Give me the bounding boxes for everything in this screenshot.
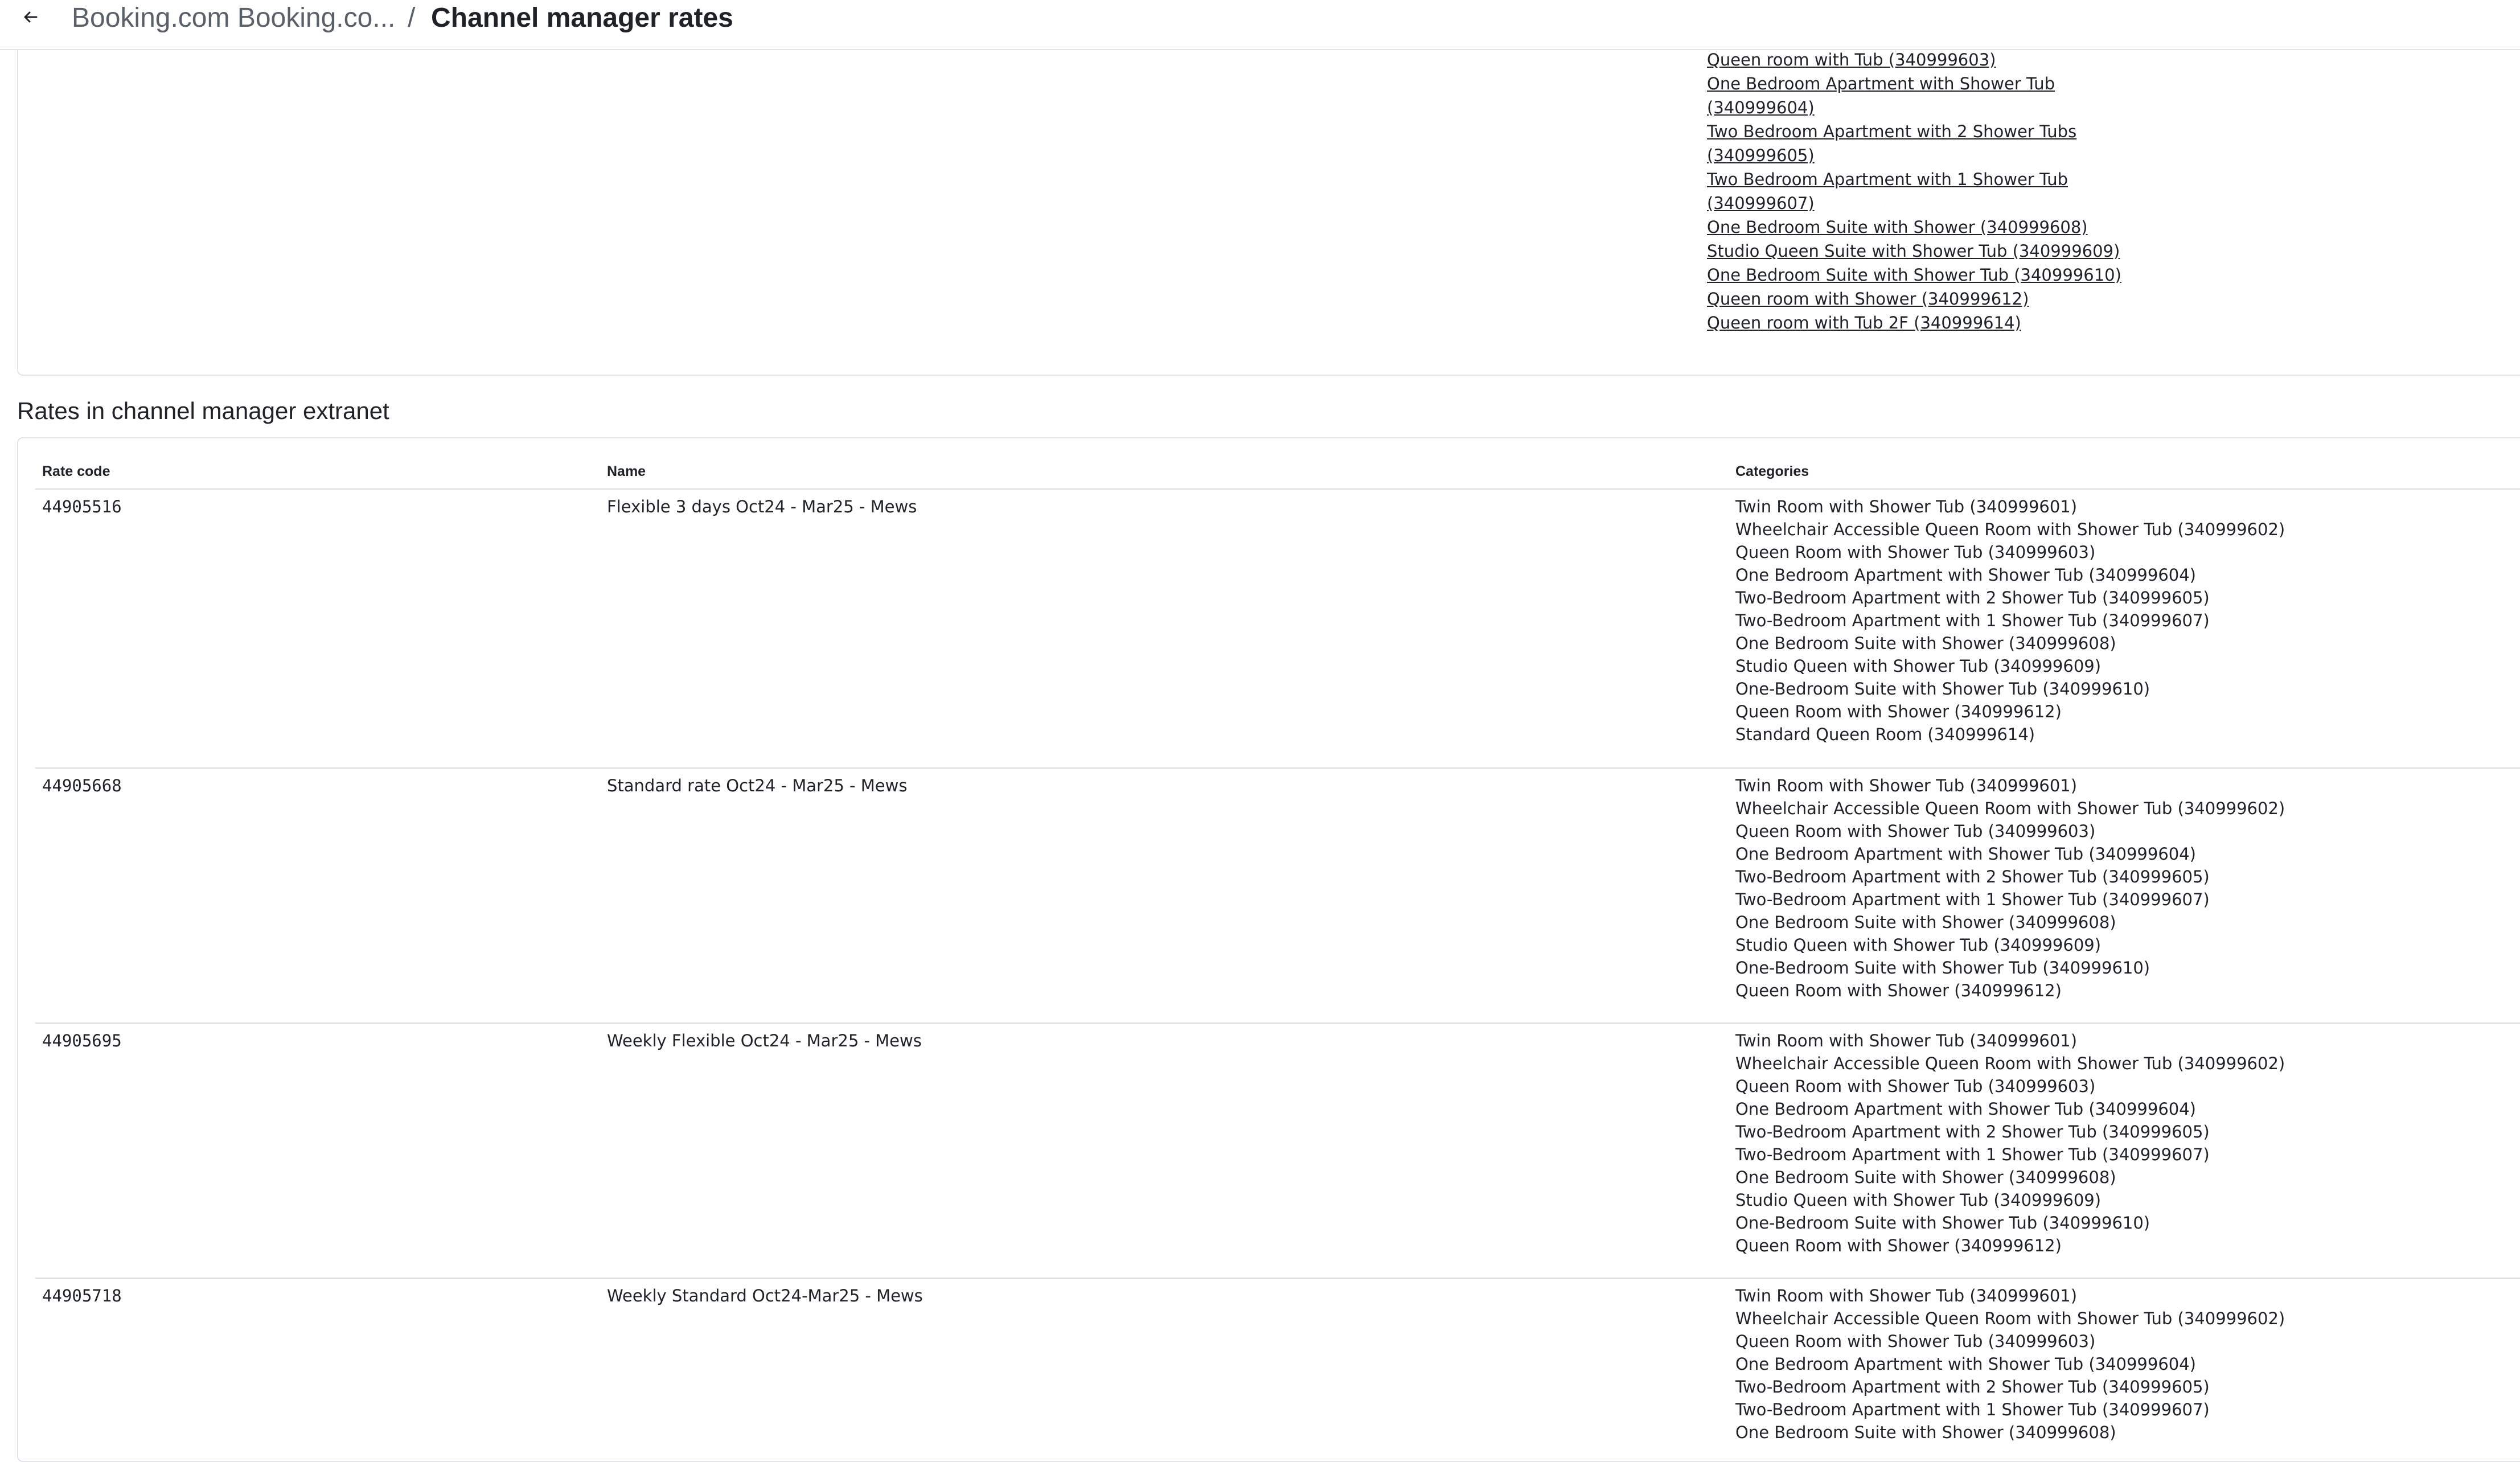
- page-title: Channel manager rates: [431, 3, 733, 33]
- category-item: One Bedroom Suite with Shower (340999608): [1735, 913, 2116, 932]
- table-row: [35, 1279, 2520, 1461]
- category-item: Queen Room with Shower Tub (340999603): [1735, 1077, 2096, 1096]
- category-item: One-Bedroom Suite with Shower Tub (340999610): [1735, 958, 2150, 978]
- breadcrumb-parent-link[interactable]: Booking.com Booking.co...: [72, 3, 396, 33]
- rate-code: 44905668: [42, 776, 122, 795]
- category-item: Queen Room with Shower Tub (340999603): [1735, 543, 2096, 562]
- column-header-rate-code: Rate code: [42, 463, 110, 479]
- category-item: Wheelchair Accessible Queen Room with Shower Tub (340999602): [1735, 1054, 2285, 1073]
- category-item: One Bedroom Apartment with Shower Tub (340999604): [1735, 565, 2196, 585]
- category-item: One Bedroom Suite with Shower (340999608): [1735, 1423, 2116, 1442]
- category-item: Queen Room with Shower Tub (340999603): [1735, 1332, 2096, 1351]
- category-item: Queen Room with Shower Tub (340999603): [1735, 822, 2096, 841]
- category-item: Queen Room with Shower (340999612): [1735, 981, 2062, 1000]
- room-link[interactable]: Two Bedroom Apartment with 2 Shower Tubs: [1707, 122, 2077, 141]
- category-item: Queen Room with Shower (340999612): [1735, 1236, 2062, 1255]
- category-item: Two-Bedroom Apartment with 1 Shower Tub (340999607): [1735, 611, 2210, 630]
- category-item: Queen Room with Shower (340999612): [1735, 702, 2062, 721]
- rate-code: 44905516: [42, 497, 122, 516]
- category-item: One-Bedroom Suite with Shower Tub (340999610): [1735, 1213, 2150, 1233]
- room-link[interactable]: Queen room with Tub (340999603): [1707, 50, 1996, 69]
- rate-name: Weekly Standard Oct24-Mar25 - Mews: [607, 1286, 923, 1305]
- category-item: Studio Queen with Shower Tub (340999609): [1735, 935, 2102, 955]
- category-item: Wheelchair Accessible Queen Room with Shower Tub (340999602): [1735, 799, 2285, 818]
- room-link[interactable]: One Bedroom Suite with Shower (340999608): [1707, 217, 2088, 237]
- category-item: Wheelchair Accessible Queen Room with Shower Tub (340999602): [1735, 1309, 2285, 1328]
- category-list: [1735, 1029, 2285, 1257]
- category-item: Wheelchair Accessible Queen Room with Shower Tub (340999602): [1735, 520, 2285, 539]
- category-item: Two-Bedroom Apartment with 1 Shower Tub (340999607): [1735, 890, 2210, 909]
- rate-code: 44905718: [42, 1286, 122, 1305]
- room-link[interactable]: Queen room with Tub 2F (340999614): [1707, 313, 2021, 332]
- top-bar: [0, 0, 2520, 50]
- category-item: Two-Bedroom Apartment with 1 Shower Tub (340999607): [1735, 1400, 2210, 1419]
- rate-name: Flexible 3 days Oct24 - Mar25 - Mews: [607, 497, 917, 516]
- table-row: [35, 769, 2520, 1024]
- column-header-name: Name: [607, 463, 646, 479]
- category-item: Two-Bedroom Apartment with 2 Shower Tub (340999605): [1735, 867, 2210, 886]
- section-title: Rates in channel manager extranet: [17, 397, 389, 424]
- category-item: Standard Queen Room (340999614): [1735, 725, 2035, 744]
- room-mapping-card: [17, 34, 2520, 376]
- category-item: Two-Bedroom Apartment with 1 Shower Tub (340999607): [1735, 1145, 2210, 1164]
- table-row: [35, 490, 2520, 769]
- room-link[interactable]: Queen room with Shower (340999612): [1707, 289, 2029, 309]
- category-item: One Bedroom Apartment with Shower Tub (340999604): [1735, 1099, 2196, 1119]
- category-item: Twin Room with Shower Tub (340999601): [1735, 497, 2078, 516]
- category-item: One Bedroom Apartment with Shower Tub (340999604): [1735, 1354, 2196, 1374]
- category-item: Two-Bedroom Apartment with 2 Shower Tub (340999605): [1735, 1377, 2210, 1397]
- room-link[interactable]: One Bedroom Apartment with Shower Tub: [1707, 74, 2055, 93]
- category-item: Twin Room with Shower Tub (340999601): [1735, 776, 2078, 795]
- room-link[interactable]: (340999604): [1707, 98, 1815, 117]
- back-button[interactable]: [19, 6, 42, 28]
- rate-name: Weekly Flexible Oct24 - Mar25 - Mews: [607, 1031, 922, 1050]
- arrow-left-icon: [19, 6, 42, 28]
- category-item: Studio Queen with Shower Tub (340999609): [1735, 1190, 2102, 1210]
- category-list: [1735, 774, 2285, 1002]
- category-list: [1735, 1284, 2285, 1444]
- category-item: Twin Room with Shower Tub (340999601): [1735, 1286, 2078, 1305]
- room-link-list: [1707, 48, 2140, 335]
- table-row: [35, 1024, 2520, 1279]
- category-item: Twin Room with Shower Tub (340999601): [1735, 1031, 2078, 1050]
- category-item: Studio Queen with Shower Tub (340999609): [1735, 656, 2102, 676]
- room-link[interactable]: One Bedroom Suite with Shower Tub (340999610): [1707, 265, 2121, 285]
- breadcrumb-separator: /: [408, 3, 416, 33]
- room-link[interactable]: (340999607): [1707, 194, 1815, 213]
- rate-name: Standard rate Oct24 - Mar25 - Mews: [607, 776, 908, 795]
- room-link[interactable]: (340999605): [1707, 146, 1815, 165]
- table-header: [35, 458, 2520, 490]
- category-item: One Bedroom Suite with Shower (340999608): [1735, 1168, 2116, 1187]
- category-item: Two-Bedroom Apartment with 2 Shower Tub (340999605): [1735, 588, 2210, 607]
- category-item: Two-Bedroom Apartment with 2 Shower Tub (340999605): [1735, 1122, 2210, 1141]
- room-link[interactable]: Two Bedroom Apartment with 1 Shower Tub: [1707, 170, 2068, 189]
- category-item: One Bedroom Suite with Shower (340999608): [1735, 634, 2116, 653]
- category-list: [1735, 495, 2285, 746]
- category-item: One Bedroom Apartment with Shower Tub (340999604): [1735, 844, 2196, 864]
- column-header-categories: Categories: [1735, 463, 1809, 479]
- rates-table: [35, 458, 2520, 1461]
- room-link[interactable]: Studio Queen Suite with Shower Tub (340999609): [1707, 241, 2120, 261]
- rate-code: 44905695: [42, 1031, 122, 1050]
- category-item: One-Bedroom Suite with Shower Tub (340999610): [1735, 679, 2150, 699]
